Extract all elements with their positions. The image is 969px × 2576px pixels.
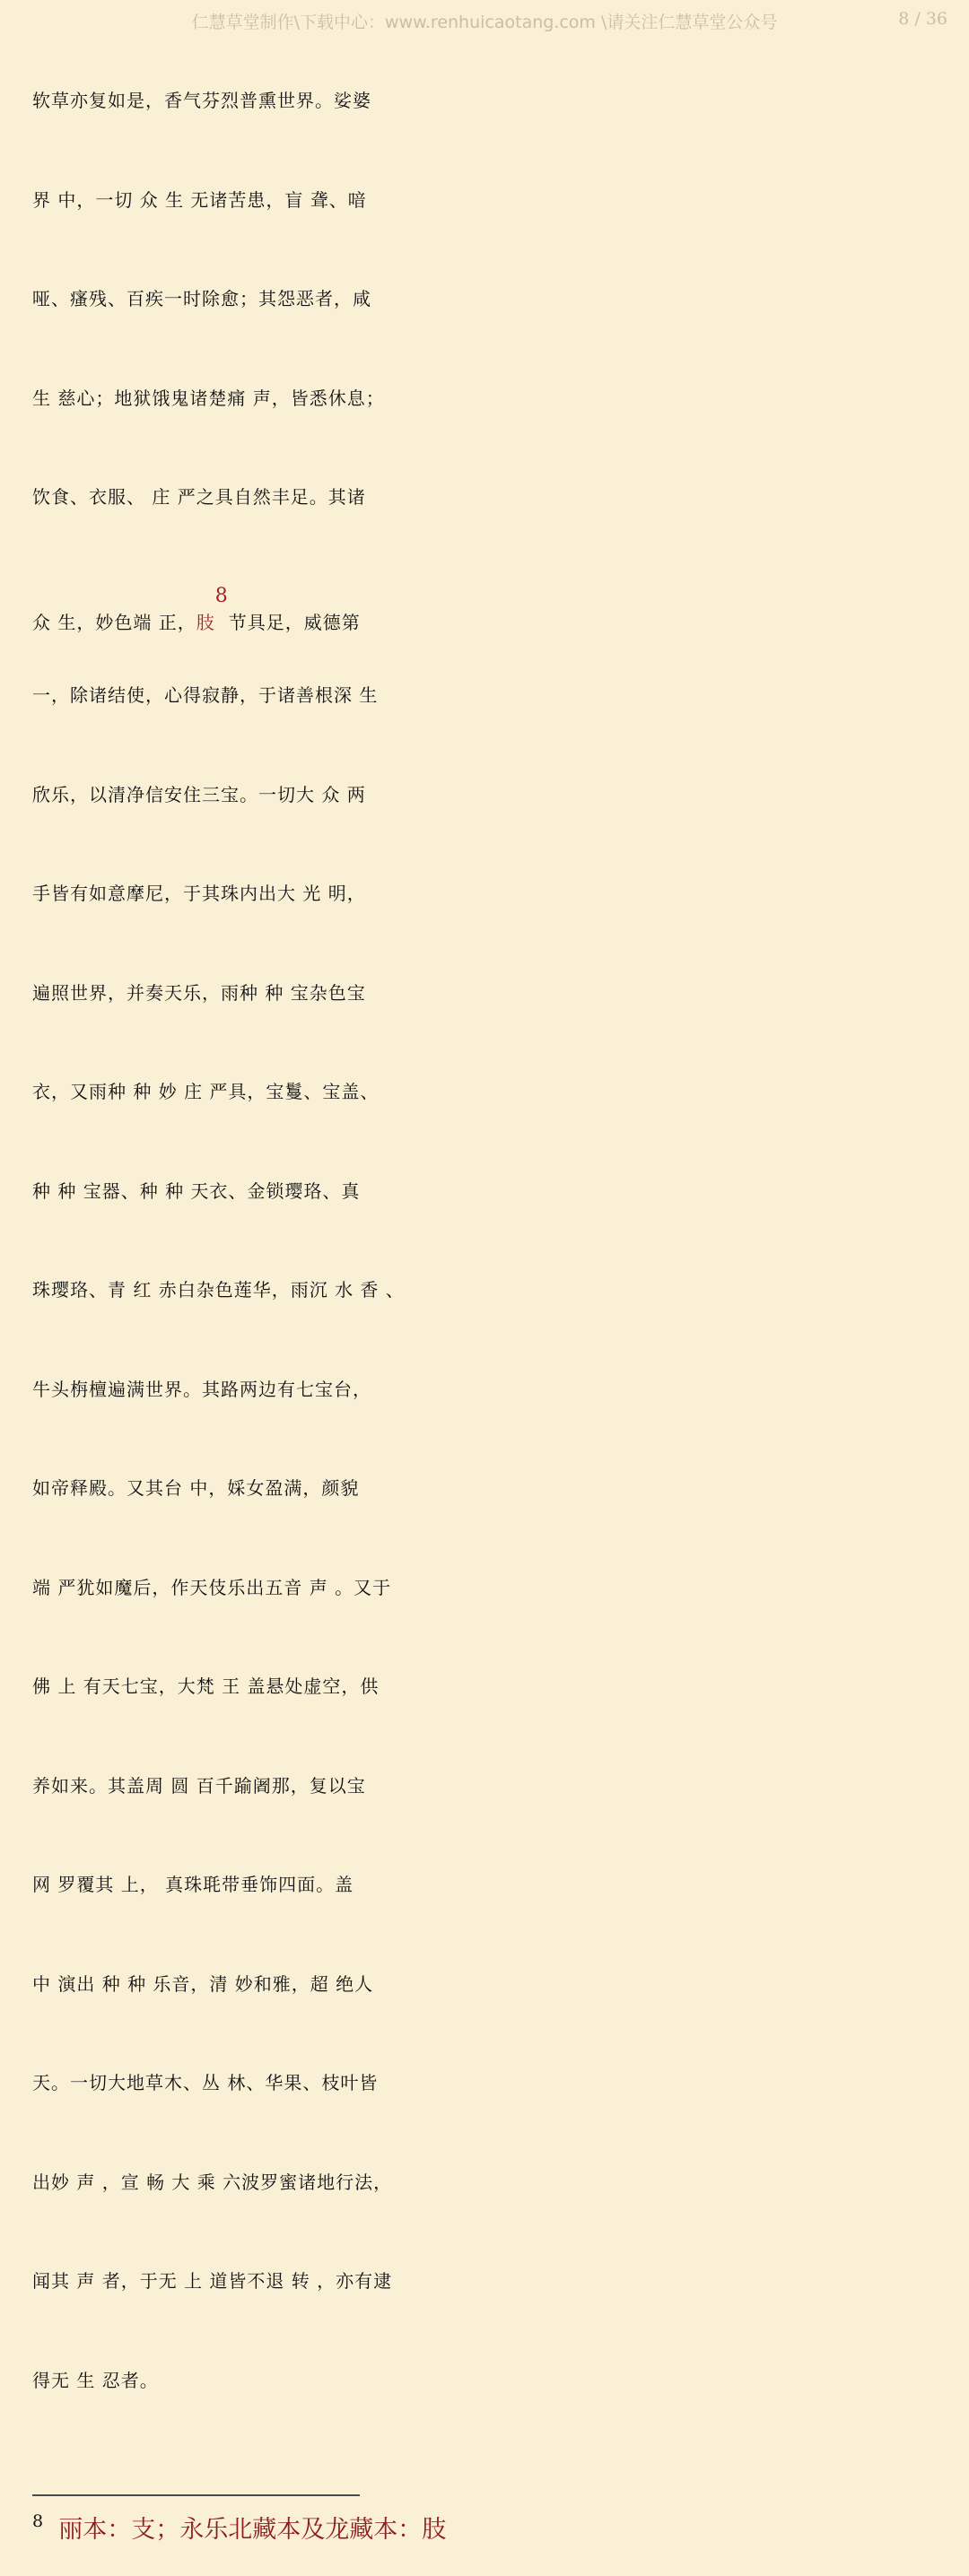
pinyin-line bbox=[32, 1521, 947, 1559]
pinyin-line bbox=[32, 1719, 947, 1757]
text-line bbox=[32, 827, 947, 927]
text-line bbox=[32, 728, 947, 828]
hanzi-line: 衣，又雨种 种 妙 庄 严具，宝鬘、宝盖、 bbox=[32, 1081, 380, 1102]
pinyin-line bbox=[32, 1918, 947, 1955]
text-line bbox=[32, 1719, 947, 1819]
page-number: 8 / 36 bbox=[898, 9, 947, 29]
pinyin-line bbox=[32, 134, 947, 171]
text-line bbox=[32, 431, 947, 530]
text-line bbox=[32, 2314, 947, 2414]
footnote-text: 丽本：支；永乐北藏本及龙藏本：肢 bbox=[58, 2516, 447, 2544]
hanzi-line: 遍照世界，并奏天乐，雨种 种 宝杂色宝 bbox=[32, 981, 366, 1004]
pinyin-line bbox=[32, 728, 947, 766]
text-line bbox=[32, 530, 947, 633]
pinyin-line bbox=[32, 1125, 947, 1162]
text-line bbox=[32, 332, 947, 431]
footnote bbox=[32, 2510, 446, 2546]
text-line bbox=[32, 1620, 947, 1719]
sutra-text-body bbox=[32, 34, 947, 2413]
hanzi-line: 一，除诸结使，心得寂静，于诸善根深 生 bbox=[32, 684, 379, 706]
text-line bbox=[32, 232, 947, 332]
pinyin-line bbox=[32, 34, 947, 72]
hanzi-line: 天。一切大地草木、丛 林、华果、枝叶皆 bbox=[32, 2072, 379, 2093]
pinyin-line bbox=[32, 1323, 947, 1361]
hanzi-line: 界 中，一切 众 生 无诸苦患，盲 聋、喑 bbox=[32, 188, 367, 211]
footnote-ref[interactable]: 8 bbox=[214, 584, 229, 607]
pinyin-line bbox=[32, 530, 947, 568]
pinyin-line bbox=[32, 2314, 947, 2352]
hanzi-line: 如帝释殿。又其台 中，婇女盈满，颜貌 bbox=[32, 1477, 360, 1499]
hanzi-line: 牛头栴檀遍满世界。其路两边有七宝台， bbox=[32, 1378, 371, 1400]
hanzi-line: 养如来。其盖周 圆 百千踰阇那，复以宝 bbox=[32, 1774, 366, 1797]
pinyin-line bbox=[32, 927, 947, 964]
pinyin-line bbox=[32, 1025, 947, 1063]
pinyin-line bbox=[32, 2116, 947, 2154]
footnote-number: 8 bbox=[32, 2511, 44, 2531]
variant-character: 肢 bbox=[196, 611, 215, 633]
hanzi-line: 手皆有如意摩尼，于其珠内出大 光 明， bbox=[32, 883, 366, 904]
pinyin-line bbox=[32, 1422, 947, 1459]
page-header bbox=[0, 5, 969, 36]
pinyin-line bbox=[32, 1620, 947, 1658]
text-line bbox=[32, 2016, 947, 2116]
footnote-divider bbox=[32, 2494, 360, 2496]
pinyin-line bbox=[32, 2215, 947, 2252]
text-line bbox=[32, 34, 947, 134]
hanzi-line: 哑、瘙残、百疾一时除愈；其怨恶者，咸 bbox=[32, 288, 371, 309]
text-line bbox=[32, 1025, 947, 1125]
pinyin-line bbox=[32, 232, 947, 270]
pinyin-line bbox=[32, 431, 947, 468]
hanzi-line: 软草亦复如是，香气芬烈普熏世界。娑婆 bbox=[32, 90, 371, 111]
hanzi-line: 欣乐，以清净信安住三宝。一切大 众 两 bbox=[32, 783, 366, 805]
text-line bbox=[32, 134, 947, 233]
hanzi-line: 佛 上 有天七宝，大梵 王 盖悬处虚空，供 bbox=[32, 1675, 380, 1697]
hanzi-line: 生 慈心；地狱饿鬼诸楚痛 声，皆悉休息； bbox=[32, 387, 385, 409]
hanzi-line: 网 罗覆其 上， 真珠毦带垂饰四面。盖 bbox=[32, 1874, 354, 1895]
hanzi-line: 闻其 声 者，于无 上 道皆不退 转 ，亦有逮 bbox=[32, 2270, 393, 2292]
pinyin-line bbox=[32, 629, 947, 666]
header-text: 仁慧草堂制作\下载中心：www.renhuicaotang.com \请关注仁慧草堂公众号 bbox=[191, 13, 778, 32]
hanzi-line: 端 严犹如魔后，作天伎乐出五音 声 。又于 bbox=[32, 1576, 392, 1598]
text-line bbox=[32, 1918, 947, 2017]
text-line bbox=[32, 1323, 947, 1423]
pinyin-line bbox=[32, 332, 947, 370]
hanzi-line: 出妙 声 ，宣 畅 大 乘 六波罗蜜诸地行法， bbox=[32, 2171, 393, 2193]
text-line bbox=[32, 927, 947, 1026]
text-line bbox=[32, 1125, 947, 1224]
pinyin-line bbox=[32, 827, 947, 865]
hanzi-line: 得无 生 忍者。 bbox=[32, 2369, 159, 2391]
text-line bbox=[32, 2215, 947, 2314]
text-line bbox=[32, 1818, 947, 1918]
hanzi-line: 珠璎珞、青 红 赤白杂色莲华，雨沉 水 香 、 bbox=[32, 1279, 405, 1301]
hanzi-line: 种 种 宝器、种 种 天衣、金锁璎珞、真 bbox=[32, 1179, 361, 1202]
text-line bbox=[32, 2116, 947, 2215]
hanzi-line: 饮食、衣服、 庄 严之具自然丰足。其诸 bbox=[32, 486, 366, 508]
text-line bbox=[32, 1223, 947, 1323]
text-line bbox=[32, 1422, 947, 1521]
hanzi-line: 众 生，妙色端 正，肢$^8$节具足，威德第 bbox=[32, 584, 361, 633]
text-line bbox=[32, 1521, 947, 1621]
pinyin-line bbox=[32, 1223, 947, 1261]
pinyin-line bbox=[32, 2016, 947, 2054]
text-line bbox=[32, 629, 947, 728]
pinyin-line bbox=[32, 1818, 947, 1856]
hanzi-line: 中 演出 种 种 乐音，清 妙和雅，超 绝人 bbox=[32, 1972, 374, 1995]
